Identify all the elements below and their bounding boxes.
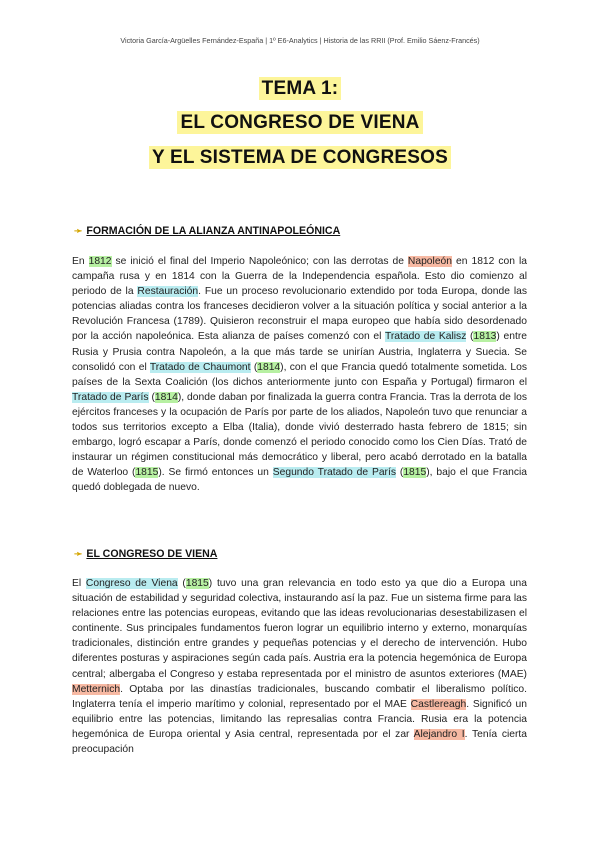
text-run: En xyxy=(72,256,89,267)
text-run: ) entre Rusia y Prusia contra Napoleón, a la que más tarde se unirían Austria, Inglaterra y Suecia. Se consolidó con el xyxy=(72,331,527,373)
text-run: ), con el que Francia quedó totalmente sometida. Los países de la Sexta Coalición (los dichos anteriormente junto con España y Portugal) firmaron el xyxy=(72,361,527,388)
highlighted-term: 1812 xyxy=(88,256,112,267)
arrow-icon: ➛ xyxy=(74,226,83,237)
highlighted-term: 1815 xyxy=(135,467,159,479)
highlighted-term: Castlereagh xyxy=(410,698,467,710)
highlighted-term: Segundo Tratado de París xyxy=(272,467,396,479)
text-run: se inició el final del Imperio Napoleónico; con las derrotas de xyxy=(111,256,408,267)
title-line-3: Y EL SISTEMA DE CONGRESOS xyxy=(0,147,600,169)
highlighted-term: Metternich xyxy=(72,683,121,695)
highlighted-term: Tratado de París xyxy=(72,391,149,403)
highlighted-term: Napoleón xyxy=(407,256,453,267)
page-header: Victoria García-Argüelles Fernández-España | 1º E6-Analytics | Historia de las RRII (Prof. Emilio Sáenz-Francés) xyxy=(120,36,480,45)
text-run: El xyxy=(72,578,86,589)
highlighted-term: Alejandro I xyxy=(413,728,465,740)
text-run: ( xyxy=(396,467,404,479)
highlighted-term: Restauración xyxy=(137,286,199,298)
text-run: . Tenía cierta preocupación xyxy=(72,728,528,756)
arrow-icon: ➛ xyxy=(74,549,83,560)
highlighted-term: Congreso de Viena xyxy=(85,578,178,589)
highlighted-term: Tratado de Kalisz xyxy=(384,331,467,343)
highlighted-term: 1815 xyxy=(403,467,427,479)
highlighted-term: 1813 xyxy=(473,331,497,343)
highlighted-term: 1815 xyxy=(185,578,209,589)
title-line-1: TEMA 1: xyxy=(0,78,600,100)
paragraph-alianza xyxy=(72,254,527,496)
text-run: ( xyxy=(250,361,258,373)
title-line-2: EL CONGRESO DE VIENA xyxy=(0,112,600,134)
text-run: ( xyxy=(148,391,155,403)
text-run: . Fue un proceso revolucionario extendido por toda Europa, donde las potencias aliadas contra los franceses decidieron volver a la situación política y social anterior a la Revolución Francesa (1789). Quisieron reconstruir el mapa europeo que había sido desordenado por la acción napoleónica. Esta alianza de países comenzó con el xyxy=(72,286,527,343)
text-run: ). Se firmó entonces un xyxy=(158,467,273,479)
section-heading-alianza: ➛ FORMACIÓN DE LA ALIANZA ANTINAPOLEÓNICA xyxy=(74,225,341,237)
text-run: . Optaba por las dinastías tradicionales, buscando combatir el liberalismo político. Inglaterra tenía el imperio marítimo y colonial, representado por el MAE xyxy=(72,683,527,710)
text-run: ), bajo el que Francia quedó doblegada de nuevo. xyxy=(72,467,528,494)
section-heading-congreso: ➛ EL CONGRESO DE VIENA xyxy=(74,548,218,560)
paragraph-congreso xyxy=(72,576,527,757)
text-run: en 1812 con la campaña rusa y en 1814 con la Guerra de la Independencia española. Esto dio comienzo al periodo de la xyxy=(72,256,527,298)
text-run: ), donde daban por finalizada la guerra contra Francia. Tras la derrota de los ejércitos franceses y la ocupación de París por parte de los aliados, Napoleón tuvo que renunciar a todos sus territorios excepto a Elba (Italia), donde vivió desterrado hasta febrero de 1815; sin embargo, logró escapar a París, donde comenzó el periodo conocido como los Cien Días. Trató de instaurar un régimen constitucional más democrático y liberal, pero acabó derrotado en la batalla de Waterloo ( xyxy=(72,391,528,479)
highlighted-term: 1814 xyxy=(257,361,281,373)
highlighted-term: 1814 xyxy=(154,391,178,403)
highlighted-term: Tratado de Chaumont xyxy=(149,361,251,373)
text-run: ( xyxy=(177,578,186,589)
text-run: ( xyxy=(466,331,474,343)
text-run: . Significó un equilibrio entre las potencias, limitando las represalias contra Francia. Rusia era la potencia hegemónica de Europa oriental y Asia central, representada por el zar xyxy=(72,698,527,740)
text-run: ) tuvo una gran relevancia en todo esto ya que dio a Europa una situación de estabilidad y seguridad colectiva, instaurando así la paz. Fue un sistema firme para las relaciones entre las potencias europeas, evitando que las ideas revolucionarias desestabilizasen el continente. Sus principales fundamentos fueron lograr un equilibrio interno y externo, monarquías tradicionales, distinción entre grandes y pequeñas potencias y el derecho de intervención. Hubo diferentes posturas y aspiraciones según cada país. Austria era la potencia hegemónica de Europa central; albergaba el Congreso y estaba representada por el ministro de asuntos exteriores (MAE) xyxy=(72,578,527,680)
